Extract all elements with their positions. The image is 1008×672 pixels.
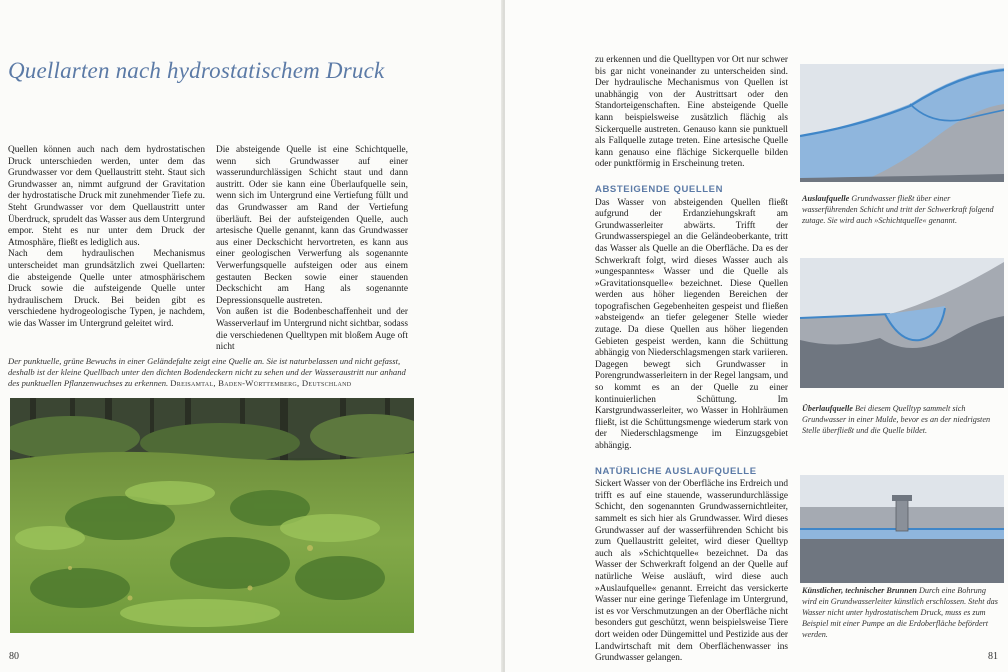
page-title: Quellarten nach hydrostatischem Druck xyxy=(8,58,385,83)
page-number: 81 xyxy=(988,651,998,662)
paragraph: zu erkennen und die Quelltypen vor Ort nur schwer bis gar nicht voneinander zu unterscheiden sind. Der hydraulische Mechanismus von Quellen ist unabhängig von der Austrittsart oder den Standorteigenschaften. Eine absteigende Quelle kann beispielsweise zusätzlich flächig als Sickerquelle austreten. Genauso kann sie punktuell als Fallquelle zutage treten. Eine artesische Quelle kann genauso eine flächige Sickerquelle bilden oder punktförmig in Erscheinung treten. xyxy=(595,55,788,170)
caption-location: Dreisamtal, Baden-Württemberg, Deutschland xyxy=(170,378,352,388)
caption-term: Auslaufquelle xyxy=(802,194,850,203)
caption-term: Überlaufquelle xyxy=(802,404,853,413)
section-heading: NATÜRLICHE AUSLAUFQUELLE xyxy=(595,465,757,477)
paragraph: Das Wasser von absteigenden Quellen fließt aufgrund der Erdanziehungskraft am Grundwasserleiter abwärts. Trifft der Grundwasserspiegel an die Geländeoberkante, tritt das Wasser als Quelle an die Oberfläche. Da es der Schwerkraft folgt, wird dieses Wasser auch als »ungespanntes« Wasser und die Quelle als »Gravitationsquelle« bezeichnet. Diese Quellen werden aus höher liegenden Bereichen der topografischen Gegebenheiten gespeist und fließen »absteigend« an tiefer gelegener Stelle wieder zutage. Da diese Quellen aus höher liegenden Gebieten gespeist werden, kann die Schüttung abhängig von Niederschlagsmengen stark variieren. Dagegen bewegt sich Grundwasser in Porengrundwasserleitern in der Regel langsam, und so kommt es an der Quelle zu einer kontinuierlichen Schüttung. Im Karstgrundwasserleiter, wo Wasser in Hohlräumen fließt, ist die Schüttungsmenge wiederum stark von der Niederschlagsmenge im Einzugsgebiet abhängig. xyxy=(595,197,788,451)
caption-text: Der punktuelle, grüne Bewuchs in einer Geländefalte zeigt eine Quelle an. Sie ist naturbelassen und nicht gefasst, deshalb ist der kleine Quellbach unter den dichten Bodendeckern nicht zu sehen und der Wasseraustritt nur anhand des punktuellen Pflanzenwuchses zu erkennen. xyxy=(8,356,406,388)
text-column-1 xyxy=(8,145,205,331)
forest-spring-image xyxy=(10,398,414,633)
diagram-caption xyxy=(802,585,1002,640)
photo-caption xyxy=(8,356,408,389)
text-column-3 xyxy=(595,55,788,665)
paragraph: Die absteigende Quelle ist eine Schichtquelle, wenn sich Grundwasser auf einer wasserundurchlässigen Schicht staut und dann austritt. Oder sie kann eine Überlaufquelle sein, wenn sich im Untergrund eine Vertiefung füllt und das Grundwasser am Rand der Vertiefung überläuft. Bei der aufsteigenden Quelle, auch artesische Quelle genannt, kann das Grundwasser aus einer Deckschicht hervortreten, es kann aus einer geologischen Verwerfung als sogenannte Verwerfungsquelle aufsteigen oder aus einem gestauten Becken sowie einer stauenden Deckschicht am Hang als sogenannte Depressionsquelle austreten. xyxy=(216,145,408,306)
paragraph: Von außen ist die Bodenbeschaffenheit und der Wasserverlauf im Untergrund nicht sichtbar, sodass die verschiedenen Quelltypen mit bloßem Auge oft nicht xyxy=(216,307,408,353)
section-heading: ABSTEIGENDE QUELLEN xyxy=(595,183,724,195)
text-column-2 xyxy=(216,145,408,354)
left-page xyxy=(0,0,503,672)
diagram-brunnen xyxy=(800,475,1004,583)
paragraph: Quellen können auch nach dem hydrostatischen Druck unterschieden werden, unter dem das Grundwasser vor dem Quellaustritt steht. Staut sich Grundwasser an, nimmt aufgrund der Gravitation der hydrostatische Druck mit zunehmender Tiefe zu. Steht Grundwasser vor dem Quellaustritt unter Überdruck, sprudelt das Wasser aus dem Untergrund empor. Steht es nur unter dem Druck der Atmosphäre, fließt es lediglich aus. xyxy=(8,145,205,248)
spring-photo xyxy=(10,398,414,633)
paragraph: Sickert Wasser von der Oberfläche ins Erdreich und trifft es auf eine stauende, wasserundurchlässige Schicht, den sogenannten Grundwassernichtleiter, sammelt es sich hier als Grundwasser. Wird dieses Grundwasser auf der wasserführenden Schicht bis zum Quellaustritt geleitet, wird dieser Quelltyp auch als »Schichtquelle« bezeichnet. Da das Wasser der Schwerkraft folgend an der Quelle auf natürliche Weise ausläuft, wird diese auch »Auslaufquelle« genannt. Erreicht das versickerte Wasser nur eine geringe Tiefenlage im Untergrund, ist es vor Verschmutzungen an der Oberfläche nicht besonders gut geschützt, wenn beispielsweise Tiere dort weiden oder Düngemittel und Pestizide aus der Landwirtschaft mit dem Oberflächenwasser ins Grundwasser gelangen. xyxy=(595,479,788,664)
brunnen-diagram xyxy=(800,475,1004,583)
diagram-auslaufquelle xyxy=(800,64,1004,182)
page-number: 80 xyxy=(9,651,19,662)
caption-term: Künstlicher, technischer Brunnen xyxy=(802,586,917,595)
diagram-caption xyxy=(802,193,1002,226)
caption-text: Bei diesem Quelltyp sammelt sich Grundwasser in einer Mulde, bevor es an der niedrigsten Stelle überfließt und die Quelle bildet. xyxy=(802,404,991,435)
schichtquelle-diagram xyxy=(800,64,1004,182)
ueberlaufquelle-diagram xyxy=(800,258,1004,388)
paragraph: Nach dem hydraulischen Mechanismus unterscheidet man grundsätzlich zwei Quellarten: die absteigende Quelle unter atmosphärischem Druck sowie die aufsteigende Quelle unter hydraulischem Druck. Bei beiden gibt es verschiedene hydrogeologische Typen, je nachdem, wie das Wasser im Untergrund geleitet wird. xyxy=(8,249,205,329)
caption-text: Grundwasser fließt über einer wasserführenden Schicht und tritt der Schwerkraft folgend zutage. Sie wird auch »Schichtquelle« genannt. xyxy=(802,194,994,225)
caption-text: Durch eine Bohrung wird ein Grundwasserleiter künstlich erschlossen. Steht das Wasser nicht unter hydrostatischem Druck, muss es zum Beispiel mit einer Pumpe an die Erdoberfläche befördert werden. xyxy=(802,586,998,639)
diagram-caption xyxy=(802,403,1002,436)
diagram-ueberlaufquelle xyxy=(800,258,1004,388)
